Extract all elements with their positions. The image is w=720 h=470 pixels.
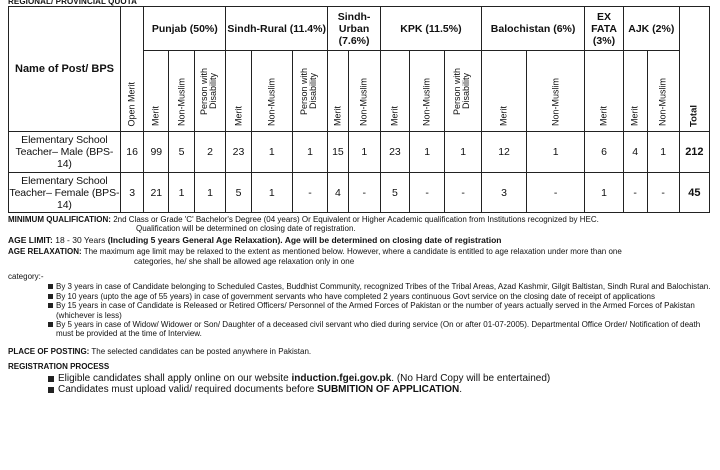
table-cell: - bbox=[527, 173, 585, 213]
table-cell: 5 bbox=[226, 173, 252, 213]
age-limit-text: 18 - 30 Years bbox=[55, 234, 106, 245]
table-cell: 1 bbox=[585, 173, 624, 213]
table-cell: - bbox=[348, 173, 380, 213]
group-header-ajk: AJK (2%) bbox=[623, 7, 679, 51]
website-link[interactable]: induction.fgei.gov.pk bbox=[291, 372, 392, 384]
table-cell: 1 bbox=[251, 132, 292, 173]
table-cell: 99 bbox=[144, 132, 169, 173]
min-qualification-note: Qualification will be determined on closing date of registration. bbox=[136, 224, 356, 234]
posting-text: The selected candidates can be posted anywhere in Pakistan. bbox=[91, 346, 312, 356]
open-merit-header: Open Merit bbox=[120, 7, 144, 132]
table-cell: 1 bbox=[292, 132, 327, 173]
sub-header-non-muslim: Non-Muslim bbox=[647, 51, 679, 132]
sub-header-merit: Merit bbox=[623, 51, 647, 132]
info-section bbox=[8, 215, 712, 396]
age-relaxation-note: categories, he/ she shall be allowed age relaxation only in one bbox=[134, 256, 355, 266]
sub-header-merit: Merit bbox=[481, 51, 526, 132]
total-cell: 45 bbox=[679, 173, 709, 213]
group-header-sindh-urban: Sindh-Urban (7.6%) bbox=[328, 7, 381, 51]
table-cell: 5 bbox=[169, 132, 195, 173]
list-item: By 15 years in case of Candidate is Released or Retired Officers/ Personnel of the Armed Forces of Pakistan or the number of years actually served in the Armed Forces of Pakistan (whichever is less) bbox=[48, 301, 712, 320]
group-header-ex-fata: EX FATA (3%) bbox=[585, 7, 624, 51]
table-cell: 16 bbox=[120, 132, 144, 173]
table-cell: - bbox=[409, 173, 444, 213]
post-name: Elementary School Teacher– Female (BPS-14) bbox=[9, 174, 120, 211]
table-cell: 1 bbox=[409, 132, 444, 173]
quota-heading: REGIONAL/ PROVINCIAL QUOTA bbox=[8, 0, 137, 6]
age-limit-label: AGE LIMIT: bbox=[8, 234, 53, 245]
table-cell: 4 bbox=[328, 173, 348, 213]
list-item: By 5 years in case of Widow/ Widower or Son/ Daughter of a deceased civil servant who died during service (On or after 01-07-2005). Departmental Office Order/ Notification of death must be provided at the time of Interview. bbox=[48, 320, 712, 339]
category-label: category:- bbox=[8, 272, 44, 282]
table-cell: 1 bbox=[445, 132, 482, 173]
sub-header-merit: Merit bbox=[328, 51, 348, 132]
group-header-sindh-rural: Sindh-Rural (11.4%) bbox=[226, 7, 328, 51]
table-cell: 15 bbox=[328, 132, 348, 173]
table-cell: 5 bbox=[380, 173, 409, 213]
table-cell: 1 bbox=[251, 173, 292, 213]
age-limit-bold: (Including 5 years General Age Relaxation). Age will be determined on closing date of registration bbox=[107, 234, 502, 245]
group-header-balochistan: Balochistan (6%) bbox=[481, 7, 584, 51]
sub-header-non-muslim: Non-Muslim bbox=[409, 51, 444, 132]
sub-header-non-muslim: Non-Muslim bbox=[527, 51, 585, 132]
list-item: By 10 years (upto the age of 55 years) in case of government servants who have completed 2 years continuous Govt service on the closing date of receipt of applications bbox=[48, 292, 712, 301]
age-relaxation-label: AGE RELAXATION: bbox=[8, 247, 82, 257]
list-item: Candidates must upload valid/ required documents before SUBMITION OF APPLICATION. bbox=[48, 384, 712, 396]
table-cell: 1 bbox=[169, 173, 195, 213]
group-header-kpk: KPK (11.5%) bbox=[380, 7, 481, 51]
table-cell: 23 bbox=[226, 132, 252, 173]
post-name: Elementary School Teacher– Male (BPS-14) bbox=[9, 132, 121, 173]
table-cell: 1 bbox=[527, 132, 585, 173]
table-cell: - bbox=[647, 173, 679, 213]
sub-header-merit: Merit bbox=[380, 51, 409, 132]
sub-header-disability: Person with Disability bbox=[292, 51, 327, 132]
table-cell: 3 bbox=[120, 173, 144, 213]
sub-header-non-muslim: Non-Muslim bbox=[169, 51, 195, 132]
table-cell: 6 bbox=[585, 132, 624, 173]
table-cell: 21 bbox=[144, 173, 169, 213]
table-cell: 2 bbox=[194, 132, 225, 173]
table-cell: 3 bbox=[481, 173, 526, 213]
age-limit bbox=[8, 236, 712, 245]
total-cell: 212 bbox=[679, 132, 709, 173]
age-relaxation-text: The maximum age limit may be relaxed to the extent as mentioned below. However, where a candidate is entitled to age relaxation under more than one bbox=[83, 247, 622, 257]
posts-table bbox=[8, 6, 710, 213]
post-column-header: Name of Post/ BPS bbox=[9, 7, 121, 132]
sub-header-non-muslim: Non-Muslim bbox=[348, 51, 380, 132]
table-cell: - bbox=[292, 173, 327, 213]
table-cell: 1 bbox=[348, 132, 380, 173]
list-item: By 3 years in case of Candidate belonging to Scheduled Castes, Buddhist Community, recognized Tribes of the Tribal Areas, Azad Kashmir, Gilgit Baltistan, Sindh Rural and Balochistan. bbox=[48, 282, 712, 291]
registration-label: REGISTRATION PROCESS bbox=[8, 362, 110, 372]
sub-header-disability: Person with Disability bbox=[194, 51, 225, 132]
sub-header-merit: Merit bbox=[585, 51, 624, 132]
min-qualification-label: MINIMUM QUALIFICATION: bbox=[8, 215, 111, 224]
registration-list bbox=[8, 373, 712, 396]
list-item: Eligible candidates shall apply online on our website induction.fgei.gov.pk. (No Hard Copy will be entertained) bbox=[48, 373, 712, 385]
sub-header-disability: Person with Disability bbox=[445, 51, 482, 132]
table-cell: - bbox=[623, 173, 647, 213]
sub-header-non-muslim: Non-Muslim bbox=[251, 51, 292, 132]
min-qualification bbox=[8, 215, 712, 234]
sub-header-merit: Merit bbox=[144, 51, 169, 132]
table-cell: 1 bbox=[194, 173, 225, 213]
table-row bbox=[9, 173, 710, 213]
table-row bbox=[9, 132, 710, 173]
category-list bbox=[8, 282, 712, 338]
table-cell: 12 bbox=[481, 132, 526, 173]
table-cell: - bbox=[445, 173, 482, 213]
sub-header-merit: Merit bbox=[226, 51, 252, 132]
table-cell: 4 bbox=[623, 132, 647, 173]
total-header: Total bbox=[679, 7, 709, 132]
group-header-punjab: Punjab (50%) bbox=[144, 7, 226, 51]
age-relaxation bbox=[8, 247, 712, 266]
min-qualification-text: 2nd Class or Grade 'C' Bachelor's Degree (04 years) Or Equivalent or Higher Academic qualification from Institutions recognized by HEC. bbox=[113, 215, 599, 224]
posting-label: PLACE OF POSTING: bbox=[8, 346, 90, 356]
advertisement-page bbox=[8, 0, 712, 396]
place-of-posting bbox=[8, 347, 712, 356]
table-cell: 23 bbox=[380, 132, 409, 173]
table-cell: 1 bbox=[647, 132, 679, 173]
